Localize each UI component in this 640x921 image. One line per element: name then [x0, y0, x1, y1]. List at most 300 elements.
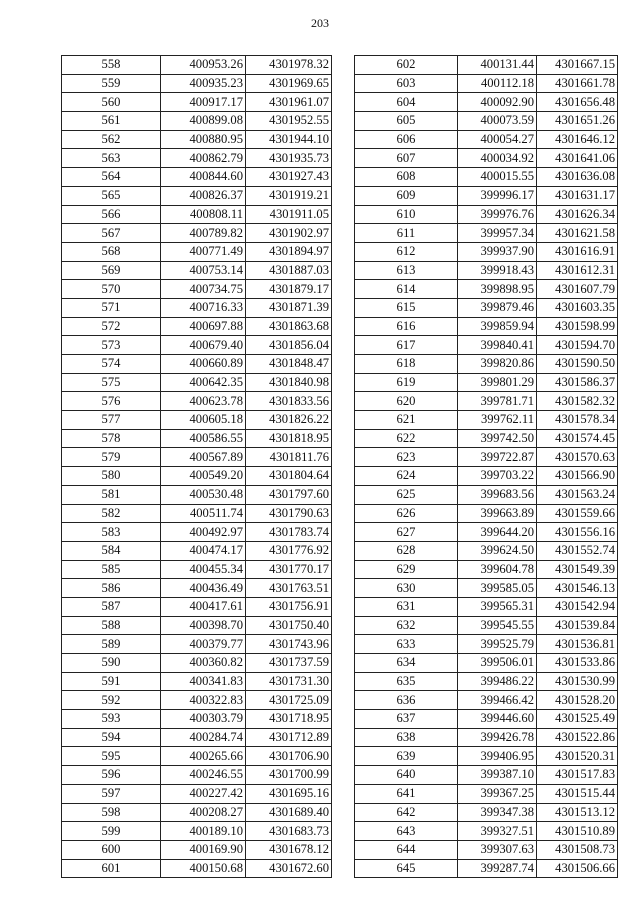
table-row [355, 747, 618, 766]
point-number-cell: 577 [62, 411, 161, 430]
x-coordinate-cell: 400379.77 [161, 635, 246, 654]
y-coordinate-cell: 4301515.44 [537, 784, 618, 803]
x-coordinate-cell: 400697.88 [161, 317, 246, 336]
y-coordinate-cell: 4301919.21 [246, 186, 332, 205]
x-coordinate-cell: 400642.35 [161, 373, 246, 392]
point-number-cell: 579 [62, 448, 161, 467]
point-number-cell: 578 [62, 429, 161, 448]
y-coordinate-cell: 4301566.90 [537, 467, 618, 486]
point-number-cell: 580 [62, 467, 161, 486]
y-coordinate-cell: 4301546.13 [537, 579, 618, 598]
point-number-cell: 609 [355, 186, 458, 205]
table-row [62, 747, 332, 766]
y-coordinate-cell: 4301863.68 [246, 317, 332, 336]
y-coordinate-cell: 4301689.40 [246, 803, 332, 822]
y-coordinate-cell: 4301612.31 [537, 261, 618, 280]
x-coordinate-cell: 399446.60 [458, 710, 537, 729]
point-number-cell: 593 [62, 710, 161, 729]
table-row [62, 859, 332, 878]
x-coordinate-cell: 400360.82 [161, 654, 246, 673]
y-coordinate-cell: 4301510.89 [537, 822, 618, 841]
y-coordinate-cell: 4301783.74 [246, 523, 332, 542]
y-coordinate-cell: 4301706.90 [246, 747, 332, 766]
y-coordinate-cell: 4301570.63 [537, 448, 618, 467]
point-number-cell: 610 [355, 205, 458, 224]
point-number-cell: 634 [355, 654, 458, 673]
y-coordinate-cell: 4301700.99 [246, 766, 332, 785]
point-number-cell: 640 [355, 766, 458, 785]
point-number-cell: 600 [62, 840, 161, 859]
table-row [62, 616, 332, 635]
point-number-cell: 641 [355, 784, 458, 803]
x-coordinate-cell: 400789.82 [161, 224, 246, 243]
y-coordinate-cell: 4301542.94 [537, 597, 618, 616]
point-number-cell: 622 [355, 429, 458, 448]
y-coordinate-cell: 4301641.06 [537, 149, 618, 168]
point-number-cell: 612 [355, 242, 458, 261]
table-row [62, 803, 332, 822]
x-coordinate-cell: 400073.59 [458, 112, 537, 131]
point-number-cell: 618 [355, 355, 458, 374]
x-coordinate-cell: 399703.22 [458, 467, 537, 486]
x-coordinate-cell: 399347.38 [458, 803, 537, 822]
y-coordinate-cell: 4301887.03 [246, 261, 332, 280]
coordinates-table-left [61, 55, 332, 878]
table-row [62, 317, 332, 336]
x-coordinate-cell: 400899.08 [161, 112, 246, 131]
table-row [355, 784, 618, 803]
point-number-cell: 564 [62, 168, 161, 187]
point-number-cell: 565 [62, 186, 161, 205]
y-coordinate-cell: 4301607.79 [537, 280, 618, 299]
y-coordinate-cell: 4301522.86 [537, 728, 618, 747]
y-coordinate-cell: 4301978.32 [246, 56, 332, 75]
x-coordinate-cell: 400935.23 [161, 74, 246, 93]
x-coordinate-cell: 400771.49 [161, 242, 246, 261]
x-coordinate-cell: 399937.90 [458, 242, 537, 261]
table-row [355, 616, 618, 635]
point-number-cell: 569 [62, 261, 161, 280]
y-coordinate-cell: 4301513.12 [537, 803, 618, 822]
y-coordinate-cell: 4301750.40 [246, 616, 332, 635]
y-coordinate-cell: 4301506.66 [537, 859, 618, 878]
point-number-cell: 624 [355, 467, 458, 486]
point-number-cell: 559 [62, 74, 161, 93]
x-coordinate-cell: 400150.68 [161, 859, 246, 878]
table-row [355, 317, 618, 336]
point-number-cell: 573 [62, 336, 161, 355]
table-row [62, 168, 332, 187]
y-coordinate-cell: 4301902.97 [246, 224, 332, 243]
y-coordinate-cell: 4301528.20 [537, 691, 618, 710]
y-coordinate-cell: 4301927.43 [246, 168, 332, 187]
point-number-cell: 595 [62, 747, 161, 766]
table-row [355, 186, 618, 205]
table-row [62, 261, 332, 280]
y-coordinate-cell: 4301636.08 [537, 168, 618, 187]
x-coordinate-cell: 400826.37 [161, 186, 246, 205]
x-coordinate-cell: 400492.97 [161, 523, 246, 542]
y-coordinate-cell: 4301582.32 [537, 392, 618, 411]
y-coordinate-cell: 4301770.17 [246, 560, 332, 579]
point-number-cell: 601 [62, 859, 161, 878]
point-number-cell: 568 [62, 242, 161, 261]
table-row [355, 803, 618, 822]
x-coordinate-cell: 399367.25 [458, 784, 537, 803]
table-row [355, 242, 618, 261]
y-coordinate-cell: 4301672.60 [246, 859, 332, 878]
x-coordinate-cell: 399466.42 [458, 691, 537, 710]
x-coordinate-cell: 400753.14 [161, 261, 246, 280]
table-row [62, 429, 332, 448]
y-coordinate-cell: 4301661.78 [537, 74, 618, 93]
y-coordinate-cell: 4301586.37 [537, 373, 618, 392]
x-coordinate-cell: 400530.48 [161, 485, 246, 504]
x-coordinate-cell: 400660.89 [161, 355, 246, 374]
table-row [62, 355, 332, 374]
x-coordinate-cell: 400679.40 [161, 336, 246, 355]
point-number-cell: 562 [62, 130, 161, 149]
table-row [62, 485, 332, 504]
y-coordinate-cell: 4301578.34 [537, 411, 618, 430]
y-coordinate-cell: 4301621.58 [537, 224, 618, 243]
table-row [355, 710, 618, 729]
point-number-cell: 581 [62, 485, 161, 504]
point-number-cell: 619 [355, 373, 458, 392]
point-number-cell: 607 [355, 149, 458, 168]
table-row [355, 280, 618, 299]
y-coordinate-cell: 4301530.99 [537, 672, 618, 691]
y-coordinate-cell: 4301626.34 [537, 205, 618, 224]
y-coordinate-cell: 4301678.12 [246, 840, 332, 859]
x-coordinate-cell: 400734.75 [161, 280, 246, 299]
y-coordinate-cell: 4301756.91 [246, 597, 332, 616]
table-row [355, 654, 618, 673]
y-coordinate-cell: 4301508.73 [537, 840, 618, 859]
x-coordinate-cell: 400131.44 [458, 56, 537, 75]
x-coordinate-cell: 400112.18 [458, 74, 537, 93]
point-number-cell: 627 [355, 523, 458, 542]
y-coordinate-cell: 4301818.95 [246, 429, 332, 448]
table-row [355, 261, 618, 280]
table-row [62, 56, 332, 75]
x-coordinate-cell: 399996.17 [458, 186, 537, 205]
x-coordinate-cell: 400208.27 [161, 803, 246, 822]
x-coordinate-cell: 400549.20 [161, 467, 246, 486]
y-coordinate-cell: 4301737.59 [246, 654, 332, 673]
y-coordinate-cell: 4301683.73 [246, 822, 332, 841]
x-coordinate-cell: 400455.34 [161, 560, 246, 579]
y-coordinate-cell: 4301590.50 [537, 355, 618, 374]
table-row [355, 766, 618, 785]
table-row [62, 784, 332, 803]
point-number-cell: 614 [355, 280, 458, 299]
y-coordinate-cell: 4301848.47 [246, 355, 332, 374]
point-number-cell: 621 [355, 411, 458, 430]
x-coordinate-cell: 399918.43 [458, 261, 537, 280]
point-number-cell: 615 [355, 298, 458, 317]
table-row [62, 635, 332, 654]
table-row [62, 242, 332, 261]
point-number-cell: 630 [355, 579, 458, 598]
point-number-cell: 644 [355, 840, 458, 859]
point-number-cell: 620 [355, 392, 458, 411]
y-coordinate-cell: 4301826.22 [246, 411, 332, 430]
x-coordinate-cell: 400227.42 [161, 784, 246, 803]
point-number-cell: 645 [355, 859, 458, 878]
x-coordinate-cell: 399486.22 [458, 672, 537, 691]
point-number-cell: 617 [355, 336, 458, 355]
y-coordinate-cell: 4301536.81 [537, 635, 618, 654]
table-row [355, 635, 618, 654]
table-row [62, 654, 332, 673]
point-number-cell: 594 [62, 728, 161, 747]
point-number-cell: 642 [355, 803, 458, 822]
table-row [62, 74, 332, 93]
y-coordinate-cell: 4301856.04 [246, 336, 332, 355]
point-number-cell: 589 [62, 635, 161, 654]
point-number-cell: 584 [62, 541, 161, 560]
point-number-cell: 599 [62, 822, 161, 841]
y-coordinate-cell: 4301695.16 [246, 784, 332, 803]
y-coordinate-cell: 4301894.97 [246, 242, 332, 261]
y-coordinate-cell: 4301804.64 [246, 467, 332, 486]
x-coordinate-cell: 399545.55 [458, 616, 537, 635]
x-coordinate-cell: 399781.71 [458, 392, 537, 411]
x-coordinate-cell: 400092.90 [458, 93, 537, 112]
table-row [355, 541, 618, 560]
point-number-cell: 575 [62, 373, 161, 392]
y-coordinate-cell: 4301811.76 [246, 448, 332, 467]
table-row [62, 822, 332, 841]
y-coordinate-cell: 4301598.99 [537, 317, 618, 336]
table-row [355, 429, 618, 448]
x-coordinate-cell: 400169.90 [161, 840, 246, 859]
y-coordinate-cell: 4301603.35 [537, 298, 618, 317]
point-number-cell: 590 [62, 654, 161, 673]
x-coordinate-cell: 399683.56 [458, 485, 537, 504]
x-coordinate-cell: 399801.29 [458, 373, 537, 392]
y-coordinate-cell: 4301563.24 [537, 485, 618, 504]
table-row [62, 205, 332, 224]
table-row [62, 411, 332, 430]
table-row [62, 149, 332, 168]
y-coordinate-cell: 4301797.60 [246, 485, 332, 504]
table-row [355, 467, 618, 486]
y-coordinate-cell: 4301651.26 [537, 112, 618, 131]
point-number-cell: 603 [355, 74, 458, 93]
x-coordinate-cell: 400953.26 [161, 56, 246, 75]
x-coordinate-cell: 399406.95 [458, 747, 537, 766]
x-coordinate-cell: 399859.94 [458, 317, 537, 336]
x-coordinate-cell: 400623.78 [161, 392, 246, 411]
point-number-cell: 638 [355, 728, 458, 747]
x-coordinate-cell: 400054.27 [458, 130, 537, 149]
y-coordinate-cell: 4301879.17 [246, 280, 332, 299]
point-number-cell: 632 [355, 616, 458, 635]
table-row [355, 373, 618, 392]
point-number-cell: 560 [62, 93, 161, 112]
table-row [62, 298, 332, 317]
point-number-cell: 631 [355, 597, 458, 616]
y-coordinate-cell: 4301725.09 [246, 691, 332, 710]
point-number-cell: 596 [62, 766, 161, 785]
point-number-cell: 558 [62, 56, 161, 75]
table-row [355, 74, 618, 93]
y-coordinate-cell: 4301594.70 [537, 336, 618, 355]
point-number-cell: 604 [355, 93, 458, 112]
y-coordinate-cell: 4301790.63 [246, 504, 332, 523]
point-number-cell: 582 [62, 504, 161, 523]
point-number-cell: 572 [62, 317, 161, 336]
point-number-cell: 606 [355, 130, 458, 149]
table-row [62, 373, 332, 392]
point-number-cell: 616 [355, 317, 458, 336]
x-coordinate-cell: 400605.18 [161, 411, 246, 430]
y-coordinate-cell: 4301556.16 [537, 523, 618, 542]
x-coordinate-cell: 400844.60 [161, 168, 246, 187]
point-number-cell: 561 [62, 112, 161, 131]
y-coordinate-cell: 4301574.45 [537, 429, 618, 448]
x-coordinate-cell: 399644.20 [458, 523, 537, 542]
y-coordinate-cell: 4301952.55 [246, 112, 332, 131]
point-number-cell: 585 [62, 560, 161, 579]
x-coordinate-cell: 399287.74 [458, 859, 537, 878]
y-coordinate-cell: 4301969.65 [246, 74, 332, 93]
table-row [355, 822, 618, 841]
x-coordinate-cell: 399879.46 [458, 298, 537, 317]
y-coordinate-cell: 4301549.39 [537, 560, 618, 579]
x-coordinate-cell: 400808.11 [161, 205, 246, 224]
table-row [355, 130, 618, 149]
table-row [355, 448, 618, 467]
table-row [355, 355, 618, 374]
table-row [62, 523, 332, 542]
point-number-cell: 571 [62, 298, 161, 317]
table-row [355, 523, 618, 542]
table-row [62, 691, 332, 710]
point-number-cell: 563 [62, 149, 161, 168]
x-coordinate-cell: 399722.87 [458, 448, 537, 467]
point-number-cell: 592 [62, 691, 161, 710]
point-number-cell: 635 [355, 672, 458, 691]
point-number-cell: 605 [355, 112, 458, 131]
table-row [355, 392, 618, 411]
table-row [355, 56, 618, 75]
y-coordinate-cell: 4301525.49 [537, 710, 618, 729]
x-coordinate-cell: 399624.50 [458, 541, 537, 560]
table-row [62, 597, 332, 616]
y-coordinate-cell: 4301539.84 [537, 616, 618, 635]
y-coordinate-cell: 4301911.05 [246, 205, 332, 224]
table-row [355, 560, 618, 579]
x-coordinate-cell: 400417.61 [161, 597, 246, 616]
y-coordinate-cell: 4301935.73 [246, 149, 332, 168]
point-number-cell: 636 [355, 691, 458, 710]
table-row [355, 579, 618, 598]
x-coordinate-cell: 399840.41 [458, 336, 537, 355]
y-coordinate-cell: 4301871.39 [246, 298, 332, 317]
x-coordinate-cell: 400034.92 [458, 149, 537, 168]
table-body [355, 56, 618, 878]
y-coordinate-cell: 4301533.86 [537, 654, 618, 673]
x-coordinate-cell: 399307.63 [458, 840, 537, 859]
x-coordinate-cell: 399976.76 [458, 205, 537, 224]
x-coordinate-cell: 399762.11 [458, 411, 537, 430]
y-coordinate-cell: 4301763.51 [246, 579, 332, 598]
x-coordinate-cell: 399663.89 [458, 504, 537, 523]
point-number-cell: 626 [355, 504, 458, 523]
point-number-cell: 566 [62, 205, 161, 224]
point-number-cell: 570 [62, 280, 161, 299]
point-number-cell: 602 [355, 56, 458, 75]
table-row [62, 336, 332, 355]
table-row [62, 467, 332, 486]
table-row [62, 504, 332, 523]
table-row [62, 280, 332, 299]
table-row [62, 93, 332, 112]
table-row [62, 392, 332, 411]
table-row [62, 541, 332, 560]
table-row [355, 859, 618, 878]
table-row [355, 336, 618, 355]
point-number-cell: 591 [62, 672, 161, 691]
y-coordinate-cell: 4301961.07 [246, 93, 332, 112]
table-row [62, 766, 332, 785]
y-coordinate-cell: 4301731.30 [246, 672, 332, 691]
x-coordinate-cell: 399506.01 [458, 654, 537, 673]
y-coordinate-cell: 4301559.66 [537, 504, 618, 523]
x-coordinate-cell: 399525.79 [458, 635, 537, 654]
point-number-cell: 643 [355, 822, 458, 841]
table-row [355, 504, 618, 523]
table-row [62, 224, 332, 243]
table-row [62, 130, 332, 149]
x-coordinate-cell: 399327.51 [458, 822, 537, 841]
y-coordinate-cell: 4301616.91 [537, 242, 618, 261]
table-row [62, 710, 332, 729]
y-coordinate-cell: 4301833.56 [246, 392, 332, 411]
point-number-cell: 625 [355, 485, 458, 504]
point-number-cell: 637 [355, 710, 458, 729]
x-coordinate-cell: 400567.89 [161, 448, 246, 467]
point-number-cell: 639 [355, 747, 458, 766]
y-coordinate-cell: 4301840.98 [246, 373, 332, 392]
x-coordinate-cell: 399565.31 [458, 597, 537, 616]
x-coordinate-cell: 400322.83 [161, 691, 246, 710]
table-row [355, 411, 618, 430]
x-coordinate-cell: 399957.34 [458, 224, 537, 243]
table-row [355, 168, 618, 187]
coordinates-table-right [354, 55, 618, 878]
x-coordinate-cell: 399898.95 [458, 280, 537, 299]
point-number-cell: 588 [62, 616, 161, 635]
x-coordinate-cell: 399604.78 [458, 560, 537, 579]
y-coordinate-cell: 4301743.96 [246, 635, 332, 654]
page-number: 203 [311, 16, 329, 30]
x-coordinate-cell: 400880.95 [161, 130, 246, 149]
point-number-cell: 633 [355, 635, 458, 654]
table-row [62, 112, 332, 131]
table-row [355, 485, 618, 504]
point-number-cell: 586 [62, 579, 161, 598]
table-row [355, 672, 618, 691]
table-row [355, 298, 618, 317]
y-coordinate-cell: 4301656.48 [537, 93, 618, 112]
x-coordinate-cell: 400189.10 [161, 822, 246, 841]
x-coordinate-cell: 400341.83 [161, 672, 246, 691]
y-coordinate-cell: 4301718.95 [246, 710, 332, 729]
